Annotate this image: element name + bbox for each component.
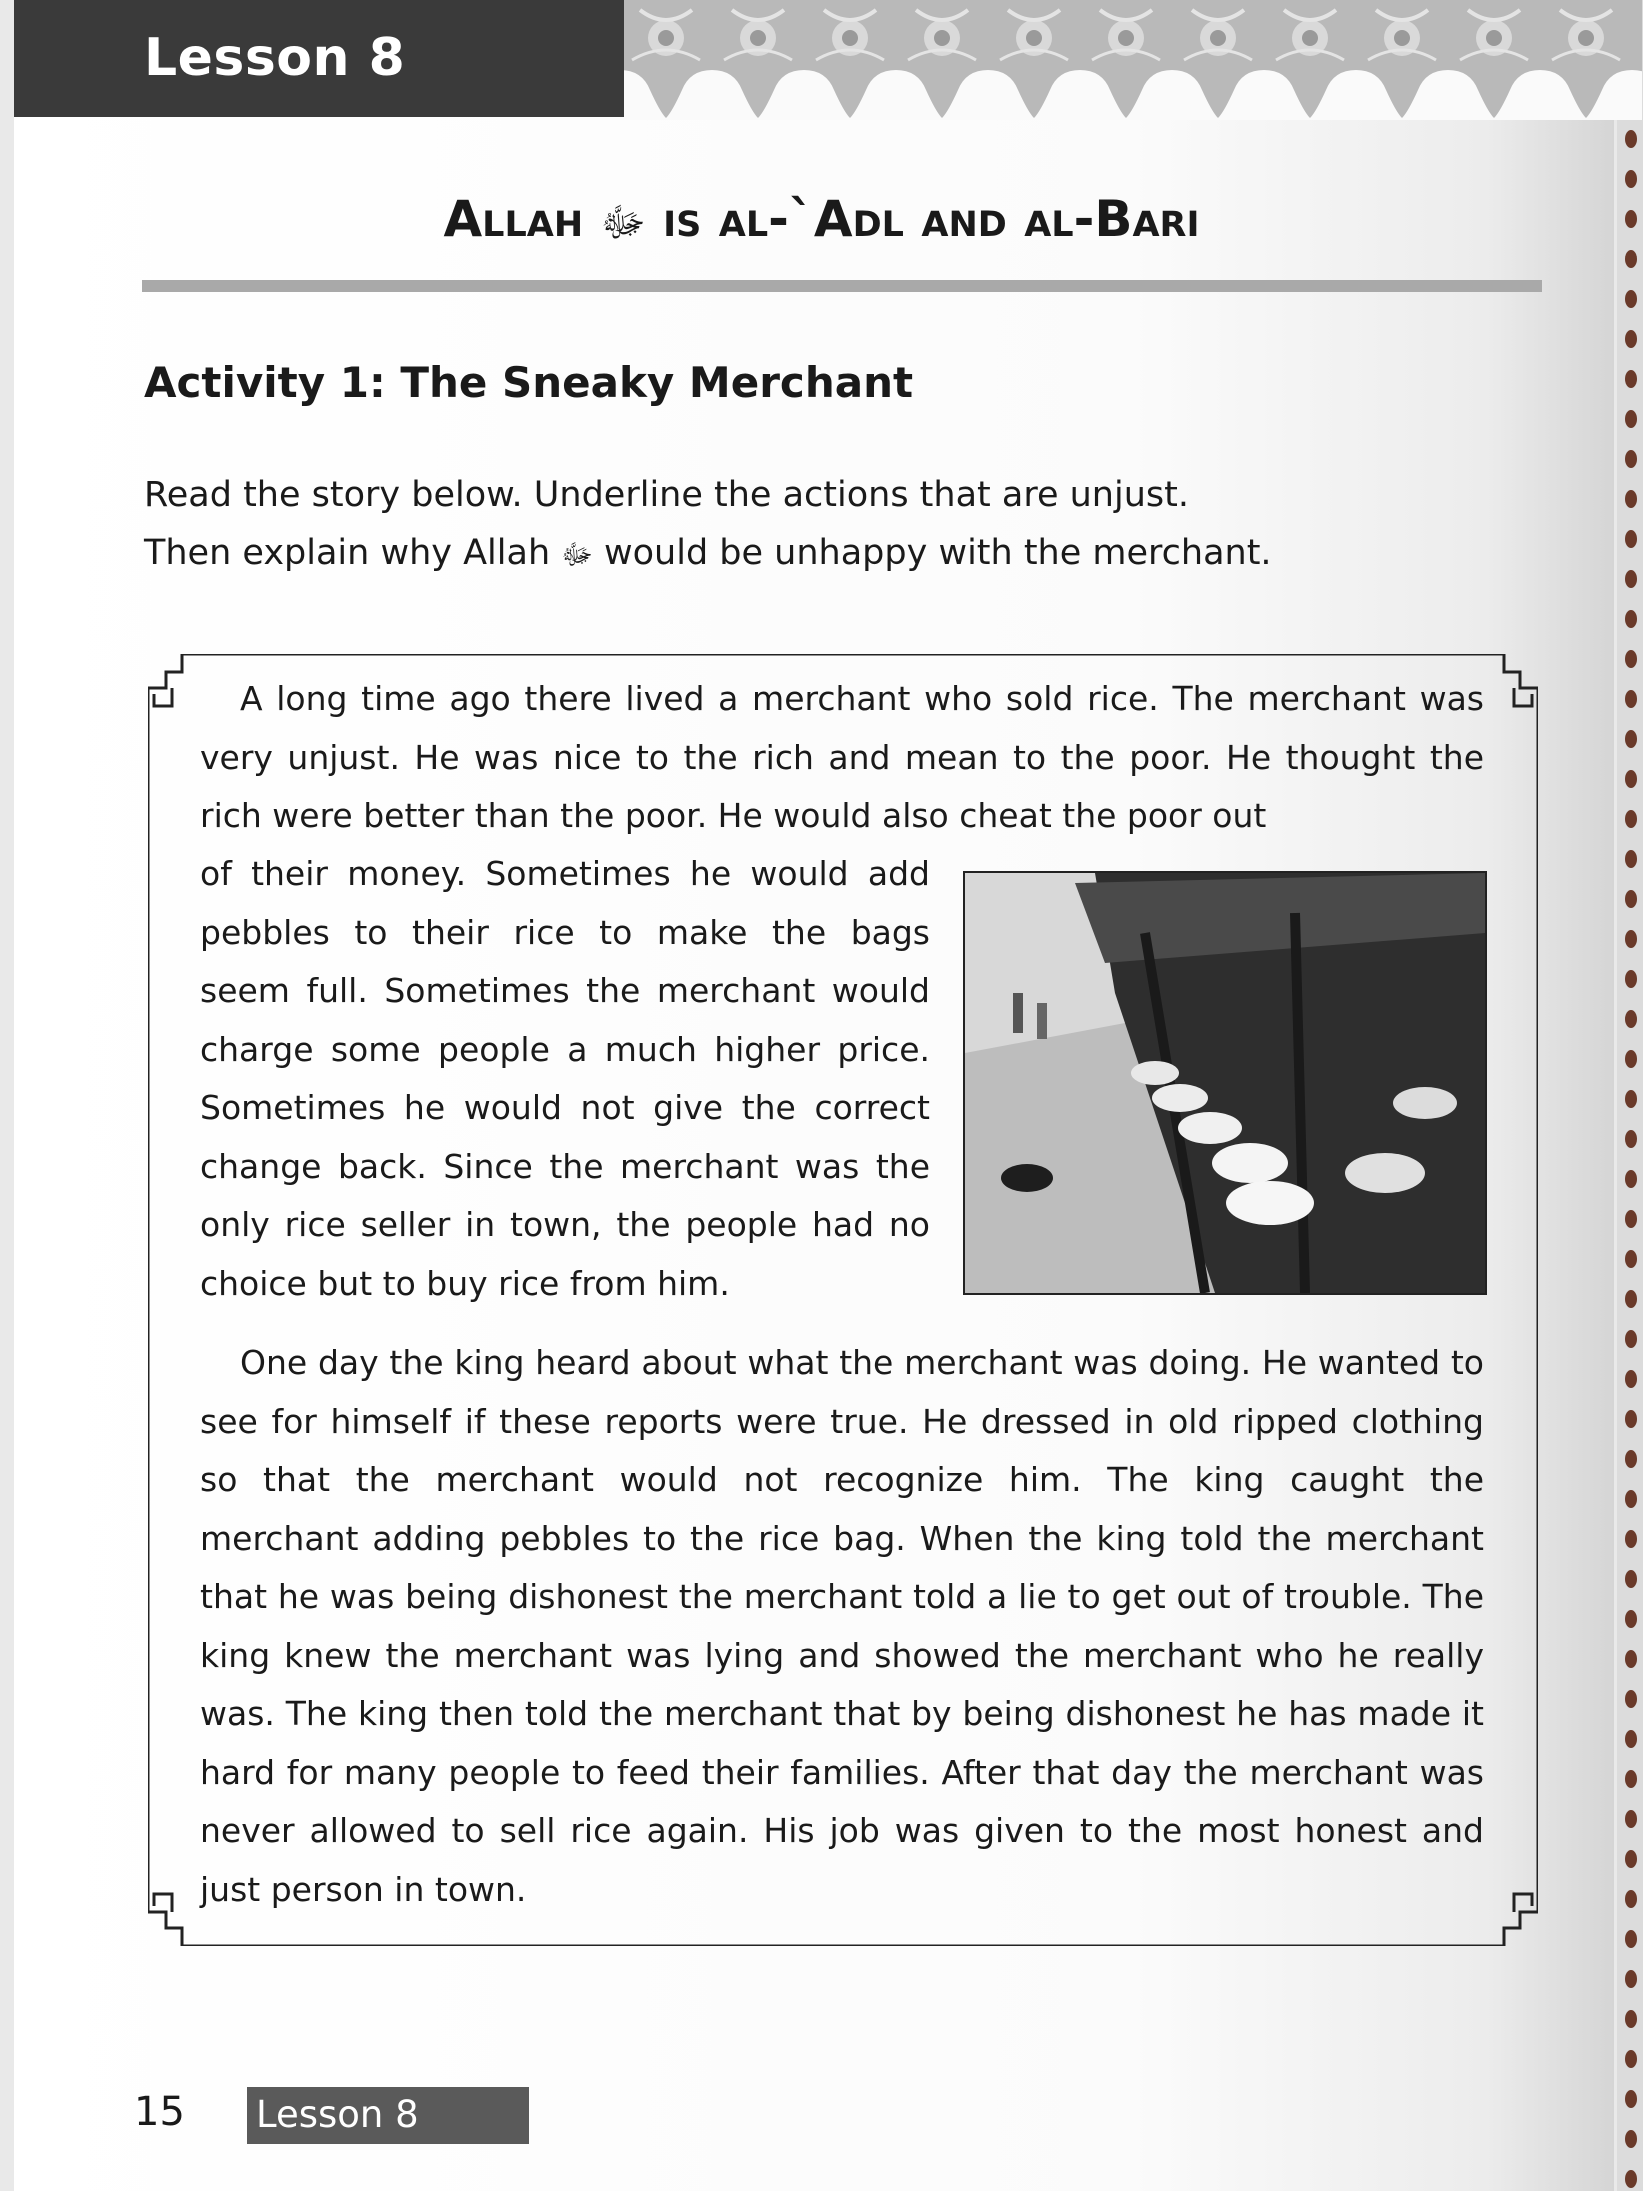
spiral-hole <box>1625 730 1637 748</box>
spiral-hole <box>1625 2010 1637 2028</box>
spiral-hole <box>1625 1130 1637 1148</box>
spiral-hole <box>1625 1410 1637 1428</box>
spiral-hole <box>1625 1970 1637 1988</box>
spiral-hole <box>1625 1650 1637 1668</box>
title-part-names: is al-`Adl and al-Bari <box>663 190 1200 248</box>
activity-heading: Activity 1: The Sneaky Merchant <box>144 358 914 407</box>
arabic-honorific: ﷻ <box>561 538 593 571</box>
spiral-hole <box>1625 1850 1637 1868</box>
title-divider <box>142 280 1542 292</box>
spiral-hole <box>1625 1450 1637 1468</box>
spiral-hole <box>1625 690 1637 708</box>
story-paragraph-2: One day the king heard about what the merchant was doing. He wanted to see for himself if these reports were true. He dressed in old ripped clothing so that the merchant would not recognize him. The king caught the merchant adding pebbles to the rice bag. When the king told the merchant that he was being dishonest the merchant told a lie to get out of trouble. The king knew the merchant was lying and showed the merchant who he really was. The king then told the merchant that by being dishonest he has made it hard for many people to feed their families. After that day the merchant was never allowed to sell rice again. His job was given to the most honest and just person in town. <box>200 1343 1484 1909</box>
footer-lesson-label: Lesson 8 <box>256 2093 419 2136</box>
spiral-hole <box>1625 1290 1637 1308</box>
instruction-line-1: Read the story below. Underline the actions that are unjust. <box>144 475 1189 515</box>
lesson-header-title: Lesson 8 <box>144 28 406 88</box>
footer-lesson-tab <box>247 2087 529 2144</box>
spiral-hole <box>1625 330 1637 348</box>
spiral-hole <box>1625 850 1637 868</box>
spiral-hole <box>1625 570 1637 588</box>
spiral-hole <box>1625 450 1637 468</box>
arabic-honorific: ﷻ <box>600 200 646 246</box>
spiral-hole <box>1625 1170 1637 1188</box>
spiral-hole <box>1625 1810 1637 1828</box>
spiral-hole <box>1625 650 1637 668</box>
spiral-hole <box>1625 1890 1637 1908</box>
instruction-line-2: Then explain why Allah ﷻ would be unhappy with the merchant. <box>144 533 1272 573</box>
story-paragraph-1-top: A long time ago there lived a merchant who sold rice. The merchant was very unjust. He was nice to the rich and mean to the poor. He thought the rich were better than the poor. He would also cheat the poor out <box>200 679 1484 835</box>
spiral-hole <box>1625 930 1637 948</box>
spiral-hole <box>1625 2090 1637 2108</box>
spiral-hole <box>1625 1250 1637 1268</box>
spiral-hole <box>1625 1930 1637 1948</box>
page-number: 15 <box>134 2089 185 2135</box>
page-title <box>0 190 1643 256</box>
title-part-allah: Allah <box>443 190 584 248</box>
spiral-hole <box>1625 1690 1637 1708</box>
spiral-hole <box>1625 410 1637 428</box>
spiral-hole <box>1625 1490 1637 1508</box>
spiral-hole <box>1625 1570 1637 1588</box>
spiral-hole <box>1625 810 1637 828</box>
spiral-hole <box>1625 290 1637 308</box>
spiral-hole <box>1625 610 1637 628</box>
spiral-hole <box>1625 1770 1637 1788</box>
spiral-hole <box>1625 970 1637 988</box>
spiral-hole <box>1625 2050 1637 2068</box>
spiral-hole <box>1625 490 1637 508</box>
spiral-hole <box>1625 2170 1637 2188</box>
spiral-hole <box>1625 530 1637 548</box>
story-paragraph-1-side: of their money. Sometimes he would add pebbles to their rice to make the bags seem full. Sometimes the merchant would charge some people a much higher price. Sometimes he would not give the correct change back. Since the merchant was the only rice seller in town, the people had no choice but to buy rice from him. <box>200 854 930 1303</box>
market-rice-stall-photo <box>963 871 1487 1295</box>
instructions <box>144 466 1564 584</box>
spiral-hole <box>1625 1210 1637 1228</box>
spiral-hole <box>1625 1730 1637 1748</box>
spiral-binding <box>1617 0 1643 2191</box>
spiral-hole <box>1625 1370 1637 1388</box>
spiral-hole <box>1625 1050 1637 1068</box>
spiral-hole <box>1625 1330 1637 1348</box>
spiral-hole <box>1625 170 1637 188</box>
spiral-hole <box>1625 1090 1637 1108</box>
ornament-border <box>620 0 1642 120</box>
spiral-hole <box>1625 770 1637 788</box>
spiral-hole <box>1625 1010 1637 1028</box>
spiral-hole <box>1625 1530 1637 1548</box>
spiral-hole <box>1625 370 1637 388</box>
spiral-hole <box>1625 130 1637 148</box>
spiral-hole <box>1625 1610 1637 1628</box>
spiral-hole <box>1625 890 1637 908</box>
spiral-hole <box>1625 2130 1637 2148</box>
